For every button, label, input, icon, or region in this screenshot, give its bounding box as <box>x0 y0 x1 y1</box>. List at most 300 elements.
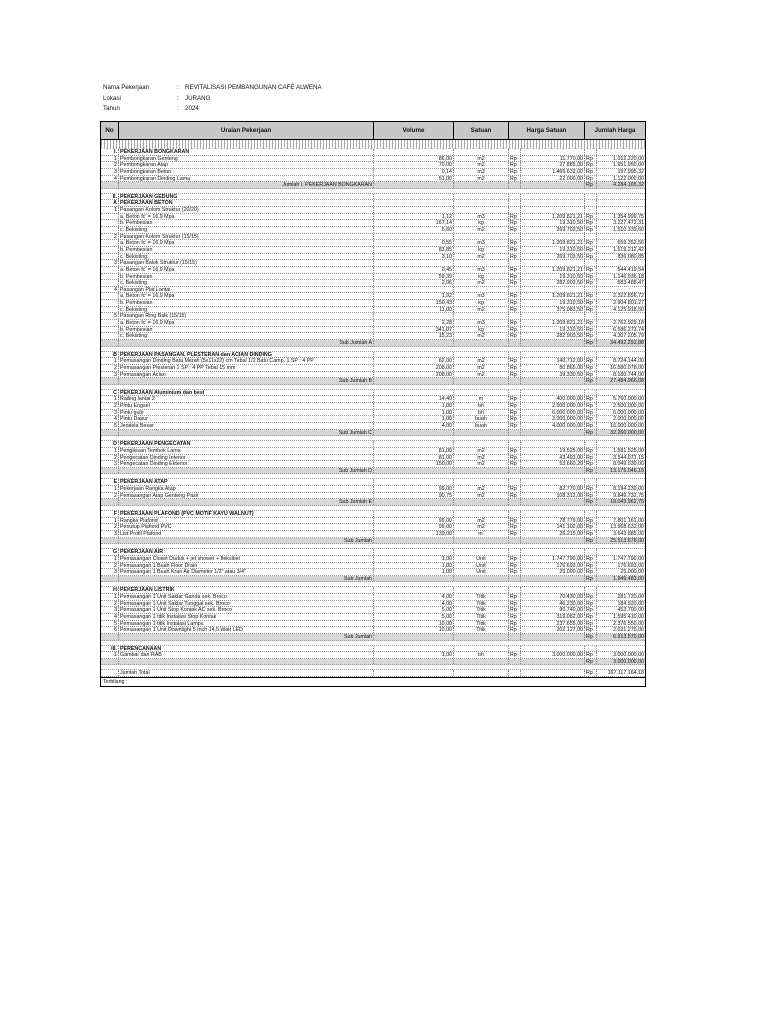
cell-currency: Rp <box>585 652 597 658</box>
cell-currency: Rp <box>585 563 597 569</box>
cell-currency: Rp <box>509 358 521 364</box>
cell-jumlah: 8.049.030,00 <box>613 461 644 467</box>
cell-currency: Rp <box>509 621 521 627</box>
cell-jumlah: 6.000.000,00 <box>613 409 644 416</box>
cell-currency: Rp <box>585 396 597 402</box>
cell-volume: 1,00 <box>374 416 454 422</box>
cell-jumlah: 6.913.570,00 <box>613 633 644 640</box>
cell-currency <box>509 511 521 517</box>
cell-uraian: PEKERJAAN ATAP <box>119 479 374 485</box>
table-row <box>101 254 645 261</box>
cell-no: 1 <box>101 652 119 658</box>
cell-harga: 1.209.821,21 <box>521 214 585 220</box>
cell-no: D <box>101 441 119 447</box>
cell-no: B <box>101 352 119 358</box>
cell-currency: Rp <box>585 410 597 416</box>
cell-satuan: kg <box>454 274 509 280</box>
cell-no <box>101 576 119 582</box>
cell-currency: Rp <box>509 220 521 226</box>
cell-volume <box>374 149 454 155</box>
cell-jumlah: 1.951.950,00 <box>613 162 644 168</box>
cell-uraian: Pembongkaran Dinding Lama <box>119 176 374 182</box>
table-row <box>101 227 645 234</box>
cell-no: 1 <box>101 396 119 402</box>
cell-volume: 1,00 <box>374 410 454 416</box>
cell-currency: Rp <box>585 486 597 492</box>
cell-no <box>101 267 119 273</box>
table-row <box>101 267 645 274</box>
cell-currency: Rp <box>585 220 597 226</box>
cell-currency: Rp <box>585 627 597 633</box>
cell-currency: Rp <box>585 455 597 461</box>
cell-harga <box>521 670 585 676</box>
cell-uraian: PEKERJAAN BONGKARAN <box>119 149 374 155</box>
cell-harga: 70.430,00 <box>521 594 585 600</box>
cell-volume <box>374 287 454 293</box>
cell-harga: 1.209.821,21 <box>521 240 585 246</box>
cell-currency: Rp <box>509 156 521 162</box>
cell-currency: Rp <box>585 333 597 339</box>
cell-jumlah <box>597 313 645 319</box>
cell-satuan <box>454 340 509 346</box>
cell-currency <box>509 538 521 544</box>
subtotal-row <box>101 340 645 347</box>
cell-jumlah <box>597 549 645 555</box>
cell-currency: Rp <box>585 280 597 286</box>
cell-no: III. <box>101 646 119 652</box>
cell-harga: 19.310,50 <box>521 220 585 226</box>
cell-volume <box>374 468 454 474</box>
cell-currency <box>509 390 521 396</box>
cell-jumlah <box>597 287 645 293</box>
cell-jumlah: 2.000.000,00 <box>613 416 644 422</box>
cell-volume <box>374 390 454 396</box>
cell-harga: 82.770,00 <box>521 486 585 492</box>
cell-volume <box>374 441 454 447</box>
cell-jumlah <box>597 511 645 517</box>
cell-volume: 139,00 <box>374 531 454 537</box>
cell-currency <box>509 479 521 485</box>
cell-harga <box>521 499 585 505</box>
cell-satuan <box>454 634 509 640</box>
cell-volume: 1,00 <box>374 563 454 569</box>
cell-uraian: Pembongkaran Genteng <box>119 156 374 162</box>
cell-satuan: m2 <box>454 524 509 530</box>
cell-no <box>101 293 119 299</box>
cell-no: 1 <box>101 358 119 364</box>
cell-currency: Rp <box>585 378 597 384</box>
table-row <box>101 247 645 254</box>
cell-satuan: m3 <box>454 267 509 273</box>
cell-jumlah: 18.043.962,75 <box>610 499 644 506</box>
cell-satuan <box>454 207 509 213</box>
cell-currency: Rp <box>585 227 597 233</box>
cell-harga: 1.209.821,21 <box>521 267 585 273</box>
cell-harga: 140.712,00 <box>521 358 585 364</box>
cell-currency: Rp <box>585 240 597 246</box>
cell-jumlah: 659.352,56 <box>617 240 644 246</box>
cell-volume <box>374 479 454 485</box>
cell-volume: 81,00 <box>374 455 454 461</box>
cell-harga: 43.493,00 <box>521 455 585 461</box>
cell-jumlah: 2.904.801,27 <box>613 300 644 306</box>
cell-satuan <box>454 441 509 447</box>
cell-satuan <box>454 313 509 319</box>
cell-harga: 2.500.000,00 <box>521 403 585 409</box>
cell-no: 2 <box>101 403 119 409</box>
cell-jumlah: 13.968.632,00 <box>610 524 644 530</box>
cell-no: G <box>101 549 119 555</box>
cell-uraian: a. Beton fc' = 16,9 Mpa <box>119 293 374 299</box>
cell-currency <box>585 149 597 155</box>
table-row <box>101 601 645 608</box>
cell-jumlah: 583.488,47 <box>617 280 644 286</box>
cell-jumlah <box>597 200 645 206</box>
cell-harga <box>521 313 585 319</box>
cell-volume <box>374 670 454 676</box>
cell-currency: Rp <box>585 169 597 175</box>
cell-no: 2 <box>101 524 119 530</box>
table-row <box>101 403 645 410</box>
cell-harga <box>521 430 585 436</box>
cell-harga: 1.209.821,21 <box>521 293 585 299</box>
cell-uraian: Pengecatan Dinding Ekterior <box>119 461 374 467</box>
cell-satuan <box>454 390 509 396</box>
cell-uraian: a. Beton fc' = 16,9 Mpa <box>119 267 374 273</box>
table-row <box>101 365 645 372</box>
cell-no: 4 <box>101 614 119 620</box>
cell-currency: Rp <box>509 396 521 402</box>
cell-harga <box>521 511 585 517</box>
cell-satuan: m3 <box>454 320 509 326</box>
cell-jumlah <box>597 479 645 485</box>
cell-no: 2 <box>101 234 119 240</box>
table-row <box>101 396 645 403</box>
cell-volume: 208,00 <box>374 365 454 371</box>
cell-no: 3 <box>101 372 119 378</box>
cell-no <box>101 670 119 676</box>
cell-no <box>101 378 119 384</box>
cell-uraian: Pemasangan 1 Unit Stop Kontak AC sek. Broco <box>119 607 374 613</box>
cell-currency: Rp <box>509 333 521 339</box>
cell-currency: Rp <box>585 320 597 326</box>
cell-uraian: Pemasangan Closet Duduk + jet shower + fleksibel <box>119 556 374 562</box>
cell-currency: Rp <box>509 162 521 168</box>
cell-no: 2 <box>101 493 119 499</box>
cell-currency: Rp <box>509 416 521 422</box>
cell-satuan <box>454 646 509 652</box>
cell-uraian: Sub Jumlah C <box>119 430 374 436</box>
cell-harga: 3.000.000,00 <box>521 652 585 658</box>
table-row <box>101 461 645 468</box>
cell-volume: 167,14 <box>374 220 454 226</box>
meta-colon: : <box>177 84 179 91</box>
cell-no: 3 <box>101 169 119 175</box>
cell-currency: Rp <box>585 524 597 530</box>
cell-harga: 141.102,00 <box>521 524 585 530</box>
cell-uraian: Pengikisan Tembok Lama <box>119 448 374 454</box>
cell-volume <box>374 587 454 593</box>
subtotal-row <box>101 634 645 641</box>
cell-currency: Rp <box>509 524 521 530</box>
table-row <box>101 569 645 576</box>
cell-volume: 1,00 <box>374 556 454 562</box>
cell-uraian: Sub Jumlah D <box>119 468 374 474</box>
cell-harga <box>521 479 585 485</box>
cell-volume: 4,00 <box>374 594 454 600</box>
cell-volume <box>374 634 454 640</box>
cell-uraian: Pemasangan 1 titik Instalasi Stop Kontak <box>119 614 374 620</box>
cell-harga: 269.703,50 <box>521 227 585 233</box>
cell-satuan: buah <box>454 423 509 429</box>
cell-harga <box>521 207 585 213</box>
cell-uraian: Pintu Dapur <box>119 416 374 422</box>
cell-uraian: Gambar dan RAB <box>119 652 374 658</box>
cell-satuan: m3 <box>454 169 509 175</box>
cell-currency <box>509 549 521 555</box>
table-row <box>101 493 645 500</box>
cell-uraian: PEKERJAAN PENGECATAN <box>119 441 374 447</box>
cell-volume <box>374 340 454 346</box>
cell-currency: Rp <box>509 569 521 575</box>
col-harga: Harga Satuan <box>509 122 585 139</box>
cell-currency: Rp <box>509 214 521 220</box>
cell-harga <box>521 352 585 358</box>
cell-uraian: Pembongkaran Beton <box>119 169 374 175</box>
cell-harga: 269.703,50 <box>521 254 585 260</box>
cell-satuan <box>454 479 509 485</box>
cell-currency: Rp <box>509 518 521 524</box>
cell-satuan: Titik <box>454 601 509 607</box>
cell-jumlah <box>597 352 645 358</box>
cell-currency: Rp <box>509 601 521 607</box>
cell-volume: 0,45 <box>374 267 454 273</box>
cell-uraian <box>119 659 374 665</box>
cell-currency: Rp <box>585 423 597 429</box>
cell-satuan: m2 <box>454 461 509 467</box>
cell-uraian: Jumlah I. PEKERJAAN BONGKARAN <box>119 182 374 188</box>
cell-jumlah: 1.354.999,75 <box>613 213 644 220</box>
cell-satuan: kg <box>454 300 509 306</box>
cell-jumlah: 184.920,00 <box>617 600 644 607</box>
cell-no: 4 <box>101 176 119 182</box>
cell-no: 2 <box>101 455 119 461</box>
table-row <box>101 614 645 621</box>
meta-label: Lokasi <box>103 94 121 102</box>
cell-harga: 78.779,00 <box>521 518 585 524</box>
cell-volume: 5,00 <box>374 607 454 613</box>
cell-uraian: Pemasangan 1 titik Instalasi Lampu <box>119 621 374 627</box>
cell-satuan <box>454 149 509 155</box>
cell-no: H <box>101 587 119 593</box>
cell-currency <box>509 260 521 266</box>
subtotal-row <box>101 378 645 385</box>
cell-satuan: kg <box>454 220 509 226</box>
cell-currency <box>509 313 521 319</box>
cell-uraian: Pekerjaan Rangka Atap <box>119 486 374 492</box>
cell-jumlah: 1.510.339,60 <box>613 227 644 233</box>
cell-currency <box>509 378 521 384</box>
section-row <box>101 441 645 448</box>
cell-currency <box>509 182 521 188</box>
cell-volume: 81,00 <box>374 448 454 454</box>
table-row <box>101 518 645 525</box>
section-row <box>101 149 645 156</box>
table-row <box>101 410 645 417</box>
cell-volume: 1,00 <box>374 569 454 575</box>
cell-currency: Rp <box>585 162 597 168</box>
cell-jumlah: 32.260.000,00 <box>610 429 644 436</box>
cell-currency: Rp <box>509 254 521 260</box>
cell-jumlah: 167.117.164,18 <box>607 670 644 677</box>
cell-jumlah: 544.419,54 <box>617 266 644 273</box>
cell-currency: Rp <box>509 563 521 569</box>
table-body <box>101 149 645 677</box>
cell-currency <box>585 234 597 240</box>
cell-harga <box>521 340 585 346</box>
cell-currency: Rp <box>585 176 597 182</box>
cell-uraian: PEKERJAAN BETON <box>119 200 374 206</box>
cell-satuan: Titik <box>454 607 509 613</box>
cell-currency <box>585 352 597 358</box>
table-row <box>101 333 645 340</box>
cell-harga: 319.082,00 <box>521 614 585 620</box>
cell-currency <box>585 313 597 319</box>
cell-satuan: bh <box>454 410 509 416</box>
cell-no <box>101 220 119 226</box>
cell-uraian: List Profil Plafond <box>119 531 374 537</box>
cell-no: A <box>101 200 119 206</box>
meta-row <box>103 94 322 105</box>
cell-satuan: kg <box>454 247 509 253</box>
section-row <box>101 200 645 207</box>
cell-volume: 62,00 <box>374 358 454 364</box>
cell-currency <box>509 287 521 293</box>
cell-volume: 0,14 <box>374 169 454 175</box>
cell-satuan: Titik <box>454 614 509 620</box>
cell-uraian: Pasangan Ring Balk (15/15) <box>119 313 374 319</box>
cell-satuan <box>454 352 509 358</box>
cell-currency: Rp <box>509 531 521 537</box>
cell-currency: Rp <box>509 455 521 461</box>
cell-satuan: bh <box>454 652 509 658</box>
cell-currency: Rp <box>509 227 521 233</box>
col-satuan: Satuan <box>454 122 509 139</box>
cell-volume: 150,43 <box>374 300 454 306</box>
cell-uraian: c. Bekisting <box>119 227 374 233</box>
cell-jumlah: 4.125.918,50 <box>613 306 644 313</box>
cell-satuan: m2 <box>454 156 509 162</box>
cell-jumlah <box>597 149 645 155</box>
cell-currency: Rp <box>585 576 597 582</box>
cell-currency: Rp <box>509 280 521 286</box>
project-info <box>103 83 322 115</box>
cell-volume: 150,00 <box>374 461 454 467</box>
cell-currency: Rp <box>585 670 597 676</box>
cell-jumlah: 1.146.936,18 <box>613 273 644 280</box>
cell-satuan <box>454 182 509 188</box>
cell-volume: 83,85 <box>374 247 454 253</box>
cell-harga <box>521 576 585 582</box>
cell-volume: 341,07 <box>374 327 454 333</box>
cell-satuan <box>454 200 509 206</box>
cell-currency <box>509 149 521 155</box>
cell-harga: 53.660,20 <box>521 461 585 467</box>
cell-no: 2 <box>101 162 119 168</box>
cell-currency: Rp <box>509 410 521 416</box>
cell-currency: Rp <box>585 468 597 474</box>
cell-volume: 4,00 <box>374 601 454 607</box>
cell-satuan: bh <box>454 403 509 409</box>
cell-currency: Rp <box>585 461 597 467</box>
cell-no <box>101 634 119 640</box>
cell-currency: Rp <box>509 274 521 280</box>
cell-currency: Rp <box>585 340 597 346</box>
cell-satuan: m2 <box>454 455 509 461</box>
cell-uraian: Pasangan Kolom Struktur (15/15) <box>119 234 374 240</box>
cell-harga <box>521 538 585 544</box>
cell-harga <box>521 646 585 652</box>
cell-harga: 1.209.821,21 <box>521 320 585 326</box>
cell-volume <box>374 378 454 384</box>
cell-satuan: m2 <box>454 365 509 371</box>
cell-uraian: Pemasangan 1 Buah Floor Drain <box>119 563 374 569</box>
cell-jumlah <box>597 587 645 593</box>
cell-currency: Rp <box>585 293 597 299</box>
cell-volume: 86,00 <box>374 156 454 162</box>
cell-satuan: m2 <box>454 280 509 286</box>
cell-currency: Rp <box>509 365 521 371</box>
cell-harga: 19.310,50 <box>521 327 585 333</box>
cell-currency: Rp <box>585 247 597 253</box>
meta-value: JURANG <box>185 94 211 102</box>
cell-satuan: kg <box>454 327 509 333</box>
table-row <box>101 531 645 538</box>
table-row <box>101 313 645 320</box>
cell-jumlah <box>597 441 645 447</box>
meta-value: REVITALISASI PEMBANGUNAN CAFÉ ALWENA <box>185 84 322 91</box>
cell-volume <box>374 659 454 665</box>
cell-uraian: Rangka Plafond <box>119 518 374 524</box>
cell-volume <box>374 313 454 319</box>
cell-harga: 2.000.000,00 <box>521 416 585 422</box>
cell-currency: Rp <box>585 274 597 280</box>
cell-satuan: Titik <box>454 594 509 600</box>
subtotal-row <box>101 499 645 506</box>
cell-currency: Rp <box>585 358 597 364</box>
cell-uraian: Pemasangan 1 Unit Saklar Tunggal sek. Broco <box>119 601 374 607</box>
cell-satuan <box>454 538 509 544</box>
meta-colon: : <box>177 94 179 102</box>
cell-harga <box>521 587 585 593</box>
cell-currency: Rp <box>509 607 521 613</box>
cell-currency: Rp <box>585 214 597 220</box>
cell-jumlah: 1.012.220,00 <box>613 155 644 162</box>
cell-jumlah: 7.801.161,00 <box>613 517 644 524</box>
cell-volume: 1,00 <box>374 403 454 409</box>
table-row <box>101 220 645 227</box>
cell-volume: 70,00 <box>374 162 454 168</box>
cell-harga: 90.740,00 <box>521 607 585 613</box>
table-row <box>101 162 645 169</box>
cell-jumlah: 9.849.732,75 <box>613 492 644 499</box>
cell-currency: Rp <box>585 403 597 409</box>
cell-no <box>101 307 119 313</box>
cell-satuan: buah <box>454 416 509 422</box>
terbilang-label: Terbilang : <box>101 677 645 686</box>
cell-jumlah: 1.747.790,00 <box>613 555 644 562</box>
cell-currency: Rp <box>585 499 597 505</box>
